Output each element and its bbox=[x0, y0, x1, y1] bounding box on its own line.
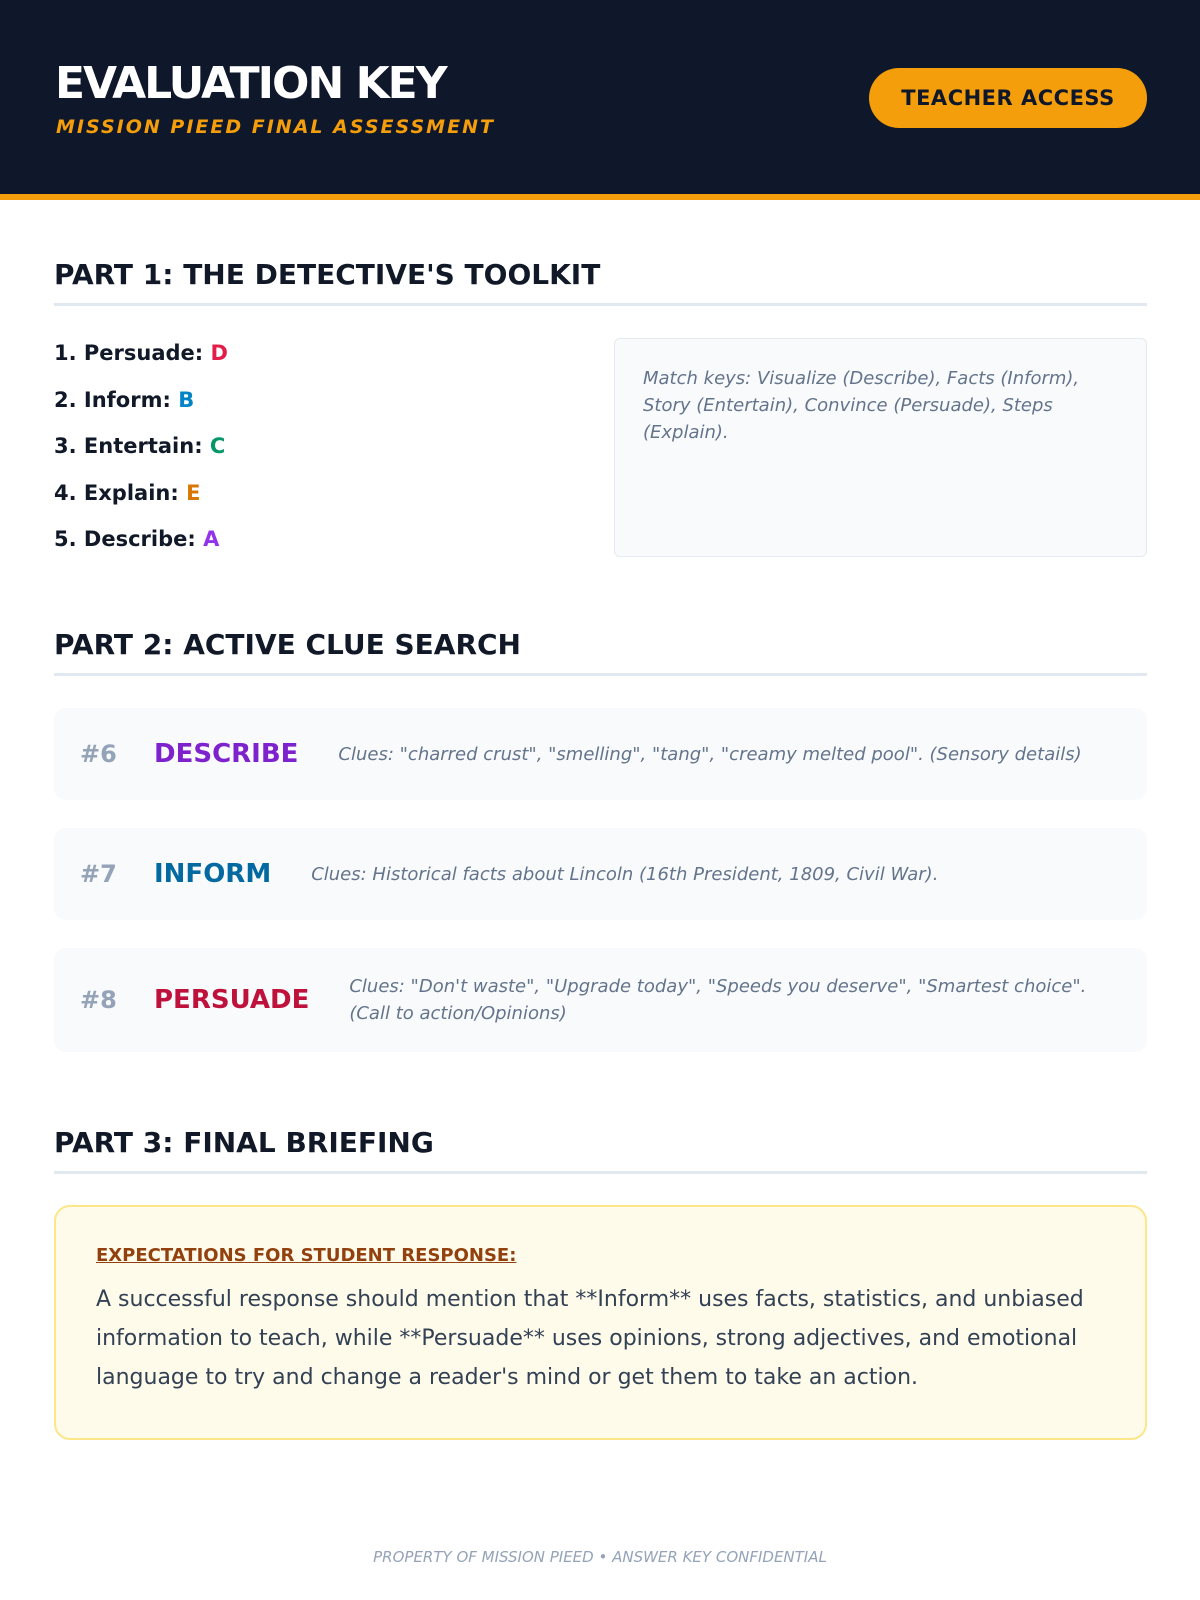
teacher-access-button[interactable]: TEACHER ACCESS bbox=[869, 68, 1147, 128]
clue-card-persuade bbox=[54, 948, 1147, 1052]
clue-card-describe bbox=[54, 708, 1147, 800]
page-subtitle: MISSION PIEED FINAL ASSESSMENT bbox=[56, 116, 495, 138]
toolkit-item-label: 1. Persuade: bbox=[54, 341, 204, 365]
toolkit-item-answer: B bbox=[178, 387, 195, 412]
toolkit-item-answer: E bbox=[186, 480, 201, 505]
clue-purpose: INFORM bbox=[154, 859, 272, 889]
clue-card-inform bbox=[54, 828, 1147, 920]
toolkit-item bbox=[54, 336, 574, 383]
part2-heading: PART 2: ACTIVE CLUE SEARCH bbox=[54, 628, 1147, 676]
clue-text: Clues: Historical facts about Lincoln (16th President, 1809, Civil War). bbox=[311, 863, 939, 885]
match-keys-text: Match keys: Visualize (Describe), Facts (Inform), Story (Entertain), Convince (Persuade), Steps (Explain). bbox=[643, 368, 1080, 443]
page-header bbox=[0, 0, 1200, 200]
match-keys-note bbox=[614, 338, 1147, 557]
toolkit-item bbox=[54, 429, 574, 476]
briefing-label: EXPECTATIONS FOR STUDENT RESPONSE: bbox=[96, 1245, 517, 1266]
toolkit-item bbox=[54, 522, 574, 569]
toolkit-item-answer: C bbox=[209, 434, 226, 458]
clue-number: #8 bbox=[80, 986, 117, 1014]
part1-heading: PART 1: THE DETECTIVE'S TOOLKIT bbox=[54, 258, 1147, 306]
page-footer: PROPERTY OF MISSION PIEED • ANSWER KEY CONFIDENTIAL bbox=[373, 1548, 827, 1566]
toolkit-item-answer: A bbox=[203, 527, 220, 551]
clue-text: Clues: "Don't waste", "Upgrade today", "Speeds you deserve", "Smartest choice". (Call to action/Opinions) bbox=[349, 976, 1087, 1024]
clue-number: #7 bbox=[80, 860, 117, 888]
final-briefing-box bbox=[54, 1205, 1147, 1440]
clue-purpose: DESCRIBE bbox=[154, 739, 299, 769]
toolkit-answer-list bbox=[54, 336, 574, 569]
toolkit-item-label: 5. Describe: bbox=[54, 527, 196, 551]
toolkit-item bbox=[54, 383, 574, 430]
clue-number: #6 bbox=[80, 740, 117, 768]
toolkit-item-answer: D bbox=[210, 341, 228, 365]
part3-heading: PART 3: FINAL BRIEFING bbox=[54, 1126, 1147, 1174]
toolkit-item bbox=[54, 476, 574, 523]
clue-text: Clues: "charred crust", "smelling", "tang", "creamy melted pool". (Sensory details) bbox=[338, 743, 1082, 765]
toolkit-item-label: 4. Explain: bbox=[54, 480, 179, 505]
toolkit-item-label: 2. Inform: bbox=[54, 387, 171, 412]
page-title: EVALUATION KEY bbox=[55, 58, 446, 109]
toolkit-item-label: 3. Entertain: bbox=[54, 434, 203, 458]
briefing-text: A successful response should mention that **Inform** uses facts, statistics, and unbiased information to teach, while **Persuade** uses opinions, strong adjectives, and emotional language to try and change a reader's mind or get them to take an action. bbox=[96, 1287, 1084, 1390]
clue-purpose: PERSUADE bbox=[154, 985, 310, 1015]
